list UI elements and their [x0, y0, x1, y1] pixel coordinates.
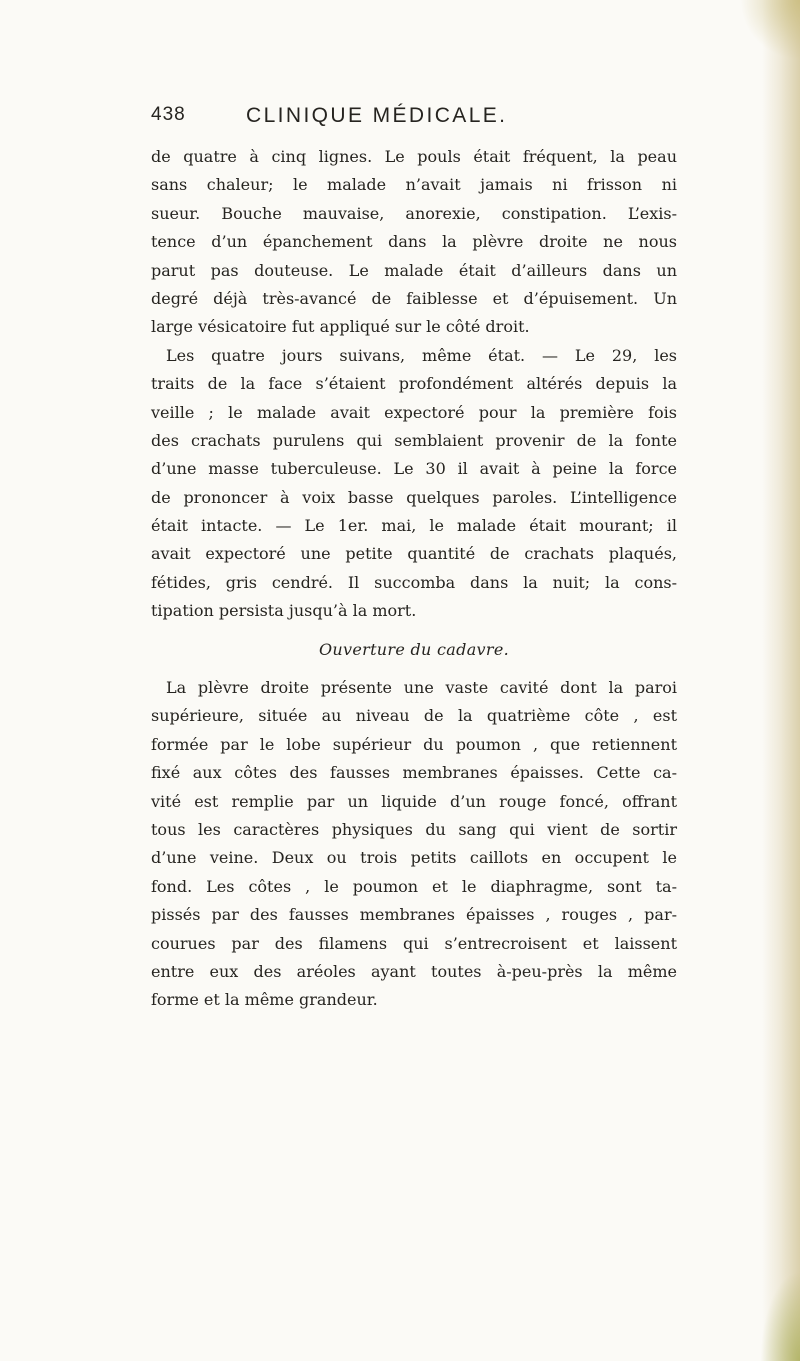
paragraph-progression	[151, 342, 677, 626]
text-line: veille ; le malade avait expectoré pour la première fois	[151, 402, 677, 422]
paragraph-symptoms	[151, 143, 677, 342]
text-line: forme et la même grandeur.	[151, 990, 378, 1010]
text-line: parut pas douteuse. Le malade était d’ailleurs dans un	[151, 260, 677, 280]
text-line: tous les caractères physiques du sang qui vient de sortir	[151, 819, 677, 839]
text-line: fétides, gris cendré. Il succomba dans la nuit; la cons-	[151, 572, 677, 592]
text-line: degré déjà très-avancé de faiblesse et d’épuisement. Un	[151, 288, 677, 308]
text-line: tipation persista jusqu’à la mort.	[151, 601, 417, 621]
page-body	[151, 143, 677, 1015]
text-line: La plèvre droite présente une vaste cavité dont la paroi	[166, 678, 677, 698]
running-head: CLINIQUE MÉDICALE.	[246, 104, 508, 127]
text-line: avait expectoré une petite quantité de crachats plaqués,	[151, 544, 677, 564]
text-line: tence d’un épanchement dans la plèvre droite ne nous	[151, 232, 677, 252]
text-line: Les quatre jours suivans, même état. — Le 29, les	[166, 345, 677, 365]
paper-stain-bottom	[760, 1271, 800, 1361]
text-line: vité est remplie par un liquide d’un rouge foncé, offrant	[151, 791, 677, 811]
text-line: d’une veine. Deux ou trois petits caillots en occupent le	[151, 848, 677, 868]
text-line: était intacte. — Le 1er. mai, le malade était mourant; il	[151, 516, 677, 536]
page-number: 438	[151, 104, 186, 125]
section-title: Ouverture du cadavre.	[319, 639, 509, 659]
text-line: de quatre à cinq lignes. Le pouls était fréquent, la peau	[151, 147, 677, 166]
text-line: pissés par des fausses membranes épaisses , rouges , par-	[151, 905, 677, 925]
text-line: de prononcer à voix basse quelques paroles. L’intelligence	[151, 487, 677, 507]
text-line: sans chaleur; le malade n’avait jamais ni frisson ni	[151, 175, 677, 195]
text-line: traits de la face s’étaient profondément altérés depuis la	[151, 374, 677, 394]
text-line: entre eux des aréoles ayant toutes à-peu-près la même	[151, 961, 677, 981]
text-line: formée par le lobe supérieur du poumon , que retiennent	[151, 734, 677, 754]
text-line: supérieure, située au niveau de la quatrième côte , est	[151, 706, 677, 726]
page-edge-shadow	[762, 0, 800, 1361]
page-header	[151, 104, 691, 136]
text-line: courues par des filamens qui s’entrecroisent et laissent	[151, 933, 677, 953]
text-line: large vésicatoire fut appliqué sur le côté droit.	[151, 317, 530, 337]
text-line: d’une masse tuberculeuse. Le 30 il avait à peine la force	[151, 459, 677, 479]
paper-stain-top	[740, 0, 800, 60]
paragraph-autopsy	[151, 674, 677, 1015]
text-line: des crachats purulens qui semblaient provenir de la fonte	[151, 430, 677, 450]
text-line: fond. Les côtes , le poumon et le diaphragme, sont ta-	[151, 876, 677, 896]
text-line: sueur. Bouche mauvaise, anorexie, constipation. L’exis-	[151, 203, 677, 223]
text-line: fixé aux côtes des fausses membranes épaisses. Cette ca-	[151, 763, 677, 783]
